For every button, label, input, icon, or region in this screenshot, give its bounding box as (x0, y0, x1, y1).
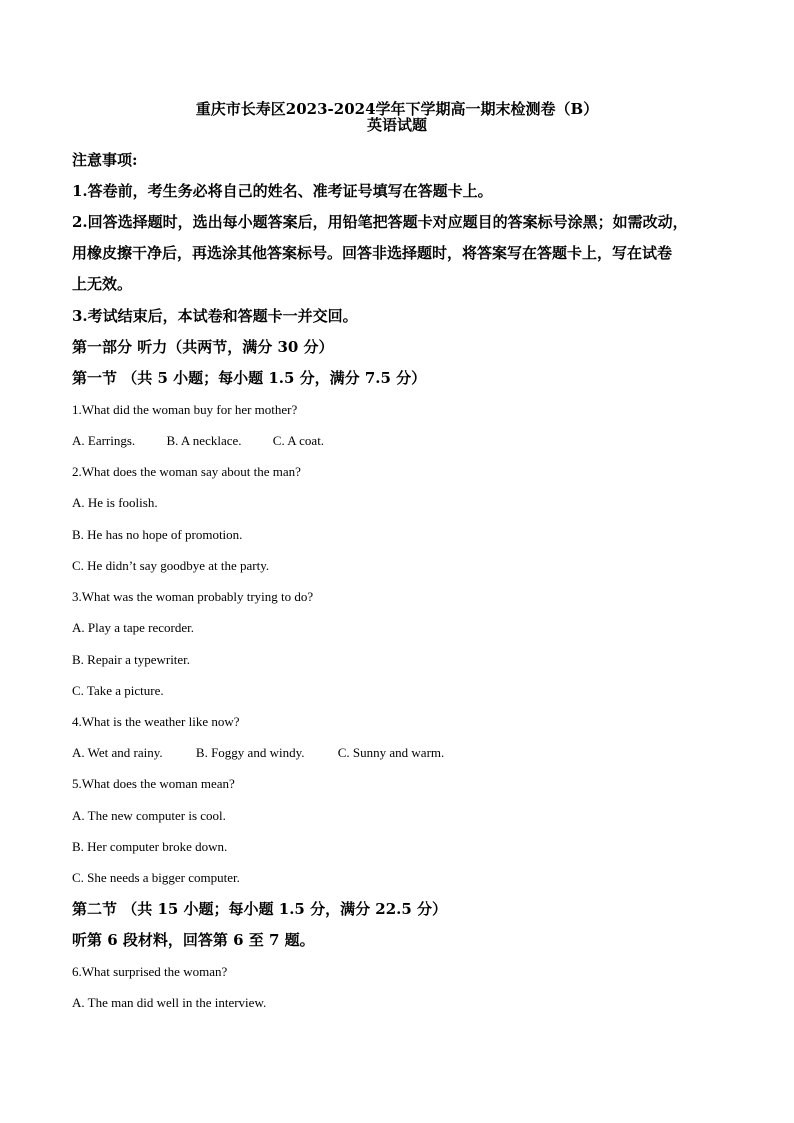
page-subtitle: 英语试题 (366, 116, 427, 134)
option: B. He has no hope of promotion. (72, 527, 243, 542)
option: A. Play a tape recorder. (72, 620, 195, 635)
question-stem: 2.What does the woman say about the man? (72, 464, 301, 479)
question-options (72, 431, 732, 451)
notice-heading: 注意事项: (72, 151, 138, 169)
notice-item: 2.回答选择题时，选出每小题答案后，用铅笔把答题卡对应题目的答案标号涂黑；如需改动， (72, 213, 688, 231)
option: B. Foggy and windy. (195, 745, 305, 760)
option: B. A necklace. (166, 433, 242, 448)
option: A. He is foolish. (72, 495, 158, 510)
option: C. Sunny and warm. (337, 745, 445, 760)
option: A. Earrings. (72, 433, 136, 448)
section-heading: 第一节 （共 5 小题；每小题 1.5 分，满分 7.5 分） (72, 369, 427, 387)
option: A. The new computer is cool. (72, 808, 226, 823)
notice-item: 用橡皮擦干净后，再选涂其他答案标号。回答非选择题时，将答案写在答题卡上，写在试卷 (72, 244, 673, 262)
option: C. She needs a bigger computer. (72, 870, 240, 885)
section-instruction: 听第 6 段材料，回答第 6 至 7 题。 (72, 931, 315, 949)
question-stem: 4.What is the weather like now? (72, 714, 240, 729)
question-stem: 6.What surprised the woman? (72, 964, 228, 979)
page-title: 重庆市长寿区2023-2024学年下学期高一期末检测卷（B） (195, 100, 599, 118)
option: A. Wet and rainy. (72, 745, 163, 760)
notice-item: 3.考试结束后，本试卷和答题卡一并交回。 (72, 307, 358, 325)
question-stem: 5.What does the woman mean? (72, 776, 235, 791)
question-options (72, 743, 732, 763)
notice-item: 1.答卷前，考生务必将自己的姓名、准考证号填写在答题卡上。 (72, 182, 493, 200)
question-stem: 3.What was the woman probably trying to do? (72, 589, 314, 604)
option: C. Take a picture. (72, 683, 164, 698)
question-stem: 1.What did the woman buy for her mother? (72, 402, 298, 417)
part-heading: 第一部分 听力（共两节，满分 30 分） (72, 338, 334, 356)
option: B. Her computer broke down. (72, 839, 228, 854)
option: B. Repair a typewriter. (72, 652, 191, 667)
option: A. The man did well in the interview. (72, 995, 267, 1010)
option: C. He didn’t say goodbye at the party. (72, 558, 270, 573)
notice-item: 上无效。 (72, 275, 133, 293)
option: C. A coat. (272, 433, 325, 448)
section-heading: 第二节 （共 15 小题；每小题 1.5 分，满分 22.5 分） (72, 900, 448, 918)
